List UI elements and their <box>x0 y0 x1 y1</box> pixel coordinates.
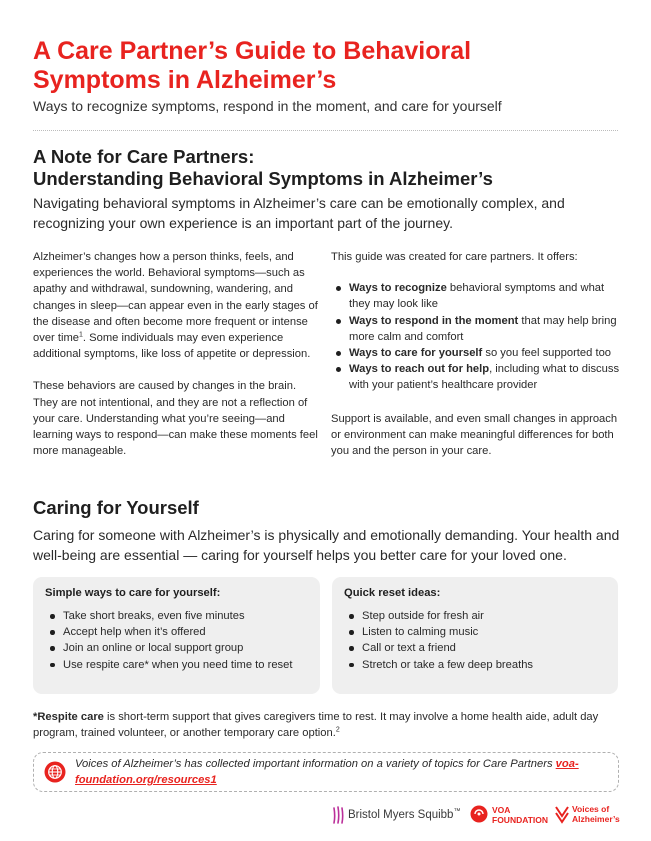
list-item: Accept help when it’s offered <box>45 624 310 640</box>
note-right-column <box>331 249 623 459</box>
globe-icon <box>44 761 66 783</box>
voices-of-alzheimers-logo <box>554 803 634 827</box>
list-item: Step outside for fresh air <box>344 608 609 624</box>
page-title <box>33 37 633 95</box>
voices-mark-icon <box>554 804 570 824</box>
title-line-2: Symptoms in Alzheimer’s <box>33 66 337 94</box>
title-line-1: A Care Partner’s Guide to Behavioral <box>33 37 472 65</box>
left-paragraph-2: These behaviors are caused by changes in the brain. They are not intentional, and they are not a reflection of your care. Understanding what you’re seeing—and learning ways to respond—can make these moments feel more manageable. <box>33 380 318 458</box>
list-item: Take short breaks, even five minutes <box>45 608 310 624</box>
list-item-bold: Ways to respond in the moment <box>349 314 519 327</box>
list-item <box>331 345 623 361</box>
bms-mark-icon <box>332 806 346 824</box>
list-item: Listen to calming music <box>344 624 609 640</box>
note-heading-line-1: A Note for Care Partners: <box>33 146 255 167</box>
list-item <box>331 361 623 393</box>
note-left-column <box>33 249 320 459</box>
quick-reset-box-title: Quick reset ideas: <box>344 587 441 599</box>
self-care-box <box>33 577 320 694</box>
offer-list <box>331 280 623 393</box>
right-intro: This guide was created for care partners. It offers: <box>331 251 578 263</box>
respite-footnote <box>33 709 623 741</box>
list-item-text: that may help bring more calm and comfort <box>349 314 617 343</box>
list-item <box>331 313 623 345</box>
list-item-bold: Ways to reach out for help <box>349 363 490 376</box>
list-item-text: , including what to discuss with your patient’s healthcare provider <box>349 363 620 392</box>
list-item: Stretch or take a few deep breaths <box>344 657 609 673</box>
quick-reset-list <box>344 608 609 673</box>
left-p1-end: . Some individuals may even experience additional symptoms, like loss of appetite or depression. <box>33 332 311 361</box>
voa-resource-box <box>33 752 619 792</box>
voa-foundation-logo <box>470 805 550 827</box>
footnote-sup: 2 <box>335 726 340 734</box>
left-p1-sup: 1 <box>79 331 83 339</box>
caring-lead: Caring for someone with Alzheimer’s is physically and emotionally demanding. Your health and well-being are essential — caring for yourself helps you better care for your loved one. <box>33 527 620 563</box>
right-outro: Support is available, and even small changes in approach or environment can make meaningful differences for both you and the person in your care. <box>331 412 618 458</box>
list-item: Join an online or local support group <box>45 640 310 656</box>
self-care-list <box>45 608 310 673</box>
voa-note-text: Voices of Alzheimer’s has collected important information on a variety of topics for Care Partners <box>75 758 556 770</box>
note-lead: Navigating behavioral symptoms in Alzheimer’s care can be emotionally complex, and recognizing your own experience is an important part of the journey. <box>33 195 565 231</box>
left-p1-text: Alzheimer’s changes how a person thinks, feels, and experiences the world. Behavioral symptoms—such as apathy and withdrawal, sundowning, wandering, and changes in sleep—can appear even in the early stages of the disease and often become more frequent or intense over time <box>33 251 318 345</box>
caring-heading-text: Caring for Yourself <box>33 497 199 518</box>
page-subtitle: Ways to recognize symptoms, respond in the moment, and care for yourself <box>33 98 502 114</box>
left-paragraph-1 <box>33 249 320 362</box>
caring-heading <box>33 497 199 519</box>
divider <box>33 130 618 131</box>
list-item-text: behavioral symptoms and what they may look like <box>349 282 605 311</box>
list-item-bold: Ways to care for yourself <box>349 347 483 360</box>
voa-foundation-line-2: FOUNDATION <box>492 815 549 825</box>
quick-reset-box <box>332 577 618 694</box>
footnote-bold: *Respite care <box>33 711 104 723</box>
voices-line-1: Voices of <box>572 804 610 814</box>
bms-tm: ™ <box>453 808 461 816</box>
bms-logo <box>332 806 462 826</box>
list-item: Call or text a friend <box>344 640 609 656</box>
note-heading <box>33 146 623 190</box>
list-item-text: so you feel supported too <box>482 347 612 360</box>
list-item <box>331 280 623 312</box>
voices-line-2: Alzheimer’s <box>572 814 620 824</box>
footnote-text: is short-term support that gives caregivers time to rest. It may involve a home health aide, adult day program, trained volunteer, or another temporary care option. <box>33 711 599 740</box>
voa-foundation-line-1: VOA <box>492 805 511 815</box>
list-item: Use respite care* when you need time to reset <box>45 657 310 673</box>
voa-foundation-mark-icon <box>470 805 488 823</box>
note-heading-line-2: Understanding Behavioral Symptoms in Alzheimer’s <box>33 168 493 189</box>
self-care-box-title: Simple ways to care for yourself: <box>45 587 221 599</box>
list-item-bold: Ways to recognize <box>349 282 447 295</box>
voa-note <box>75 756 595 788</box>
bms-logo-text: Bristol Myers Squibb <box>348 809 454 821</box>
voa-resources-link[interactable]: voa-foundation.org/resources1 <box>75 758 579 786</box>
